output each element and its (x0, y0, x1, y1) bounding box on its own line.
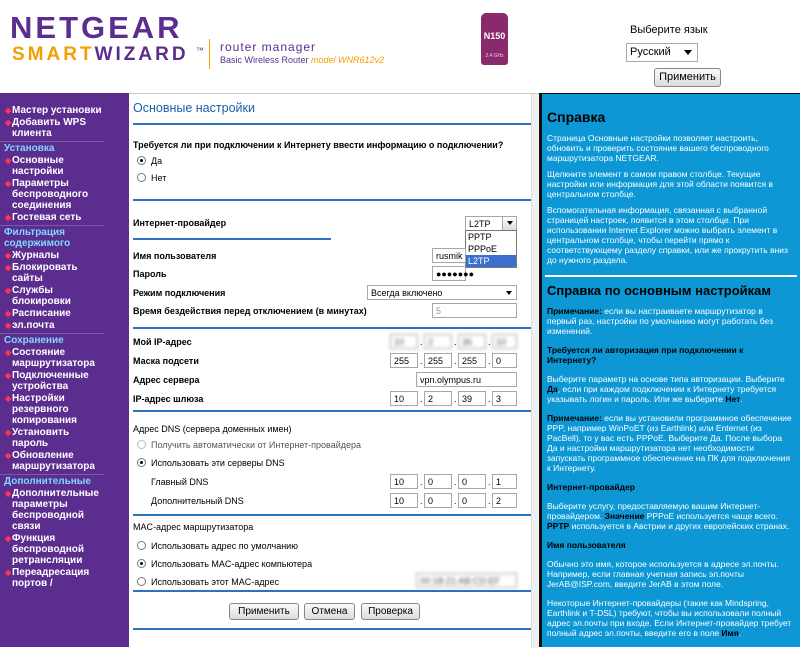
isp-select[interactable] (465, 216, 517, 231)
help-intro-1: Страница Основные настройки позволяет настроить, обновить и проверить состояние вашего беспроводного маршрутизатора NETGEAR. (547, 133, 769, 163)
help-question-auth[interactable]: Требуется ли авторизация при подключении к Интернету? (547, 345, 744, 365)
help-divider (545, 275, 797, 277)
gateway-octet-2[interactable]: 2 (424, 391, 452, 406)
help-note-2 (542, 413, 800, 473)
bullet-icon: ◆ (5, 321, 12, 330)
dns1-octet-3[interactable]: 0 (458, 474, 486, 489)
bullet-icon: ◆ (5, 348, 12, 357)
dns-dot: . (420, 496, 423, 506)
gateway-dot: . (454, 394, 457, 404)
mask-octet-4[interactable]: 0 (492, 353, 517, 368)
login-yes-radio[interactable] (137, 156, 146, 165)
help-keyword: Значение (604, 511, 645, 521)
dns-header: Адрес DNS (сервера доменных имен) (133, 424, 292, 434)
dns-dot: . (488, 496, 491, 506)
mask-dot: . (488, 356, 491, 366)
connection-mode-value: Всегда включено (371, 288, 443, 298)
connection-mode-label: Режим подключения (133, 288, 226, 298)
dns1-octet-2[interactable]: 0 (424, 474, 452, 489)
help-isp-text (542, 501, 800, 531)
help-text: Некоторые Интернет-провайдеры (такие как Mindspring, Earthlink и T-DSL) требуют, чтобы вы использовали полный адрес эл.почты при входе. Если Интернет-провайдер требует полный адрес эл.почты, введите его в поле (547, 598, 792, 638)
nav-item[interactable] (0, 450, 104, 472)
mac-custom-label: Использовать этот MAC-адрес (151, 577, 280, 587)
dns-manual-label: Использовать эти серверы DNS (151, 458, 285, 468)
nav-item[interactable] (0, 488, 104, 532)
nav-item-label: Гостевая сеть (12, 212, 82, 223)
help-keyword: PPTP (547, 521, 570, 531)
help-title: Справка (547, 109, 606, 125)
dns2-octet-4[interactable]: 2 (492, 493, 517, 508)
isp-label: Интернет-провайдер (133, 218, 227, 228)
nav-item-label: эл.почта (12, 320, 55, 331)
help-text: . (738, 628, 742, 638)
dns-dot: . (488, 477, 491, 487)
username-label: Имя пользователя (133, 251, 217, 261)
title-divider (133, 123, 531, 125)
bullet-icon: ◆ (5, 309, 12, 318)
nav-item-label: Дополнительные параметры беспроводной связи (12, 488, 99, 532)
help-note-1 (542, 306, 800, 336)
connection-mode-select[interactable] (367, 285, 517, 300)
chevron-down-icon (506, 291, 512, 295)
logo-wizard-text: WIZARD (94, 44, 189, 65)
bullet-icon: ◆ (5, 371, 12, 380)
nav-item[interactable] (0, 533, 104, 566)
section-divider (133, 199, 531, 201)
nav-item[interactable] (0, 393, 104, 426)
isp-option-pptp[interactable]: PPTP (468, 232, 492, 242)
bullet-icon: ◆ (5, 428, 12, 437)
mac-address-input[interactable]: 00:1B:21:AB:CD:EF (416, 573, 517, 588)
nav-item[interactable] (0, 250, 104, 261)
dns-manual-radio[interactable] (137, 458, 146, 467)
mask-dot: . (420, 356, 423, 366)
logo-divider (209, 39, 210, 69)
bullet-icon: ◆ (5, 394, 12, 403)
nav-item-label: Обновление маршрутизатора (12, 450, 95, 472)
router-type: Basic Wireless Router (220, 55, 309, 65)
nav-item-label: Установить пароль (12, 427, 70, 449)
ip-octet-4[interactable]: 10 (492, 334, 517, 349)
trademark-mark: ™ (196, 46, 204, 55)
ip-dot: . (454, 337, 457, 347)
language-select[interactable] (626, 43, 698, 62)
nav-item[interactable] (0, 105, 104, 116)
server-address-label: Адрес сервера (133, 375, 200, 385)
dns1-octet-1[interactable]: 10 (390, 474, 418, 489)
badge-band: 2.4 GHz (485, 53, 504, 59)
bullet-icon: ◆ (5, 179, 12, 188)
bullet-icon: ◆ (5, 286, 12, 295)
chevron-down-icon (684, 50, 692, 55)
section-divider (133, 590, 531, 592)
help-username-text: Обычно это имя, которое используется в адресе эл.почты. Например, если главная учетная запись эл.почты JerAB@ISP.com, введите JerAB в этом поле. (547, 559, 779, 589)
help-question-isp[interactable]: Интернет-провайдер (547, 482, 635, 492)
isp-option-pppoe[interactable]: PPPoE (468, 244, 498, 254)
password-label: Пароль (133, 269, 167, 279)
help-intro-2: Щелкните элемент в самом правом столбце. Текущие настройки или информация для этой области появится в центральном столбце. (547, 169, 774, 199)
badge-speed: N150 (483, 31, 506, 41)
note-text: если вы настраиваете маршрутизатор в первый раз, настройки по умолчанию могут работать без изменений. (547, 306, 773, 336)
nav-item-label: Функция беспроводной ретрансляции (12, 533, 85, 566)
section-divider (133, 628, 531, 630)
nav-section-header: Сохранение (0, 333, 104, 346)
nav-item-label: Параметры беспроводного соединения (12, 178, 89, 211)
nav-item[interactable] (0, 262, 104, 284)
nav-item-label: Журналы (12, 250, 60, 261)
router-subtitle (220, 55, 384, 65)
dns2-octet-1[interactable]: 10 (390, 493, 418, 508)
isp-select-value: L2TP (469, 219, 491, 229)
note-label: Примечание: (547, 306, 602, 316)
ip-octet-2[interactable]: 2 (424, 334, 452, 349)
help-keyword: Нет (725, 394, 741, 404)
help-text: PPPoE используется чаще всего. (644, 511, 779, 521)
subnet-mask-label: Маска подсети (133, 356, 199, 366)
bullet-icon: ◆ (5, 568, 12, 577)
nav-item[interactable] (0, 117, 104, 139)
bullet-icon: ◆ (5, 106, 12, 115)
nav-section-header: Установка (0, 141, 104, 154)
nav-item-label: Мастер установки (12, 105, 102, 116)
section-divider (133, 238, 331, 240)
dns-dot: . (454, 477, 457, 487)
isp-option-l2tp[interactable]: L2TP (466, 255, 516, 267)
nav-item-label: Основные настройки (12, 155, 64, 177)
bullet-icon: ◆ (5, 489, 12, 498)
help-username-text-2 (542, 598, 800, 638)
bullet-icon: ◆ (5, 213, 12, 222)
username-input[interactable]: rusmik (432, 248, 466, 263)
login-no-radio[interactable] (137, 173, 146, 182)
nav-item[interactable] (0, 178, 104, 211)
dns-dot: . (454, 496, 457, 506)
page-title: Основные настройки (133, 101, 255, 115)
router-model: model WNR612v2 (311, 55, 385, 65)
help-text: Выберите параметр на основе типа авторизации. Выберите (547, 374, 785, 384)
ip-octet-1[interactable]: 10 (390, 334, 418, 349)
nav-item-label: Блокировать сайты (12, 262, 78, 284)
mac-computer-label: Использовать MAC-адрес компьютера (151, 559, 313, 569)
help-question-username[interactable]: Имя пользователя (547, 540, 626, 550)
dns-primary-label: Главный DNS (151, 477, 209, 487)
login-yes-label: Да (151, 156, 163, 166)
nav-item-label: Переадресация портов / (12, 567, 90, 589)
help-keyword: Имя (721, 628, 739, 638)
help-title-2: Справка по основным настройкам (547, 283, 772, 298)
nav-item[interactable] (0, 347, 104, 369)
isp-dropdown-list (465, 230, 517, 268)
language-apply-button[interactable]: Применить (654, 68, 721, 87)
ip-dot: . (488, 337, 491, 347)
router-manager-title: router manager (220, 40, 317, 54)
mac-header: MAC-адрес маршрутизатора (133, 522, 254, 532)
nav-item-label: Настройки резервного копирования (12, 393, 77, 426)
mac-default-radio[interactable] (137, 541, 146, 550)
bullet-icon: ◆ (5, 118, 12, 127)
bullet-icon: ◆ (5, 451, 12, 460)
dns2-octet-2[interactable]: 0 (424, 493, 452, 508)
nav-item[interactable] (0, 370, 104, 392)
bullet-icon: ◆ (5, 156, 12, 165)
nav-item[interactable] (0, 285, 104, 307)
help-auth-text (542, 374, 800, 404)
cancel-button[interactable]: Отмена (304, 603, 355, 620)
mac-custom-radio[interactable] (137, 577, 146, 586)
dns-auto-radio[interactable] (137, 440, 146, 449)
nav-item-label: Подключенные устройства (12, 370, 89, 392)
section-divider (133, 327, 531, 329)
ip-address-label: Мой IP-адрес (133, 337, 192, 347)
nav-section-header: Фильтрация содержимого (0, 225, 104, 249)
help-panel (539, 93, 800, 647)
nav-item[interactable] (0, 212, 104, 223)
help-text: Выберите услугу, предоставляемую вашим Интернет-провайдером. (547, 501, 761, 521)
nav-item-label: Состояние маршрутизатора (12, 347, 95, 369)
gateway-dot: . (488, 394, 491, 404)
nav-item[interactable] (0, 427, 104, 449)
help-text: . (740, 394, 743, 404)
apply-button[interactable]: Применить (229, 603, 299, 620)
nav-item-label: Добавить WPS клиента (12, 117, 86, 139)
idle-timeout-label: Время бездействия перед отключением (в минутах) (133, 306, 367, 316)
gateway-octet-4[interactable]: 3 (492, 391, 517, 406)
dns-secondary-label: Дополнительный DNS (151, 496, 244, 506)
bullet-icon: ◆ (5, 263, 12, 272)
help-text: , если при каждом подключении к Интернету требуется указывать логин и пароль. Или же выберите (547, 384, 777, 404)
help-intro-3: Вспомогательная информация, связанная с выбранной страницей настроек, появится в этом столбце. При использовании Internet Explorer можно выбрать элемент в центральном столбце, чтобы перейти прямо к соответствующему разделу справки, или же прокрутить вниз до нужного раздела. (547, 205, 788, 265)
sidebar-menu (0, 101, 104, 590)
note-text: если вы установили программное обеспечение PPP, например WinPoET (из Earthlink) или Enternet (из PacBell), то у вас есть PPPoE. Выберите Да. После выбора Да и настройки маршрутизатора нет необходимости запускать программное обеспечение на ПК для подключения к Интернету. (547, 413, 792, 473)
nav-item-label: Расписание (12, 308, 71, 319)
nav-item[interactable] (0, 320, 104, 331)
note-label: Примечание: (547, 413, 602, 423)
nav-section-header: Дополнительные (0, 474, 104, 487)
mask-octet-2[interactable]: 255 (424, 353, 452, 368)
test-button[interactable]: Проверка (361, 603, 420, 620)
nav-item[interactable] (0, 308, 104, 319)
login-no-label: Нет (151, 173, 167, 183)
server-address-input[interactable]: vpn.olympus.ru (416, 372, 517, 387)
section-divider (133, 410, 531, 412)
idle-timeout-input[interactable]: 5 (432, 303, 517, 318)
dns-dot: . (420, 477, 423, 487)
language-value: Русский (630, 46, 671, 58)
dns1-octet-4[interactable]: 1 (492, 474, 517, 489)
gateway-label: IP-адрес шлюза (133, 394, 204, 404)
mask-dot: . (454, 356, 457, 366)
bullet-icon: ◆ (5, 251, 12, 260)
nav-item[interactable] (0, 155, 104, 177)
mask-octet-1[interactable]: 255 (390, 353, 418, 368)
chevron-down-icon (507, 221, 513, 225)
main-scrollbar[interactable] (531, 94, 539, 648)
language-label: Выберите язык (630, 24, 708, 36)
dns2-octet-3[interactable]: 0 (458, 493, 486, 508)
gateway-octet-1[interactable]: 10 (390, 391, 418, 406)
header (0, 0, 800, 93)
gateway-dot: . (420, 394, 423, 404)
main-content (129, 93, 539, 647)
n150-badge-icon (481, 13, 508, 65)
mask-octet-3[interactable]: 255 (458, 353, 486, 368)
smartwizard-logo (12, 44, 189, 66)
help-keyword: Да (547, 384, 558, 394)
dns-auto-label: Получить автоматически от Интернет-провайдера (151, 440, 362, 450)
isp-dropdown-button[interactable] (502, 217, 516, 230)
login-question: Требуется ли при подключении к Интернету ввести информацию о подключении? (133, 140, 504, 150)
ip-octet-3[interactable]: 36 (458, 334, 486, 349)
netgear-logo: NETGEAR (10, 10, 183, 45)
mac-computer-radio[interactable] (137, 559, 146, 568)
help-text: используется в Австрии и других европейских странах. (569, 521, 790, 531)
section-divider (133, 514, 531, 516)
ip-dot: . (420, 337, 423, 347)
nav-item-label: Службы блокировки (12, 285, 71, 307)
nav-item[interactable] (0, 567, 104, 589)
sidebar-nav (0, 93, 129, 647)
bullet-icon: ◆ (5, 534, 12, 543)
gateway-octet-3[interactable]: 39 (458, 391, 486, 406)
logo-smart-text: SMART (12, 44, 95, 65)
mac-default-label: Использовать адрес по умолчанию (151, 541, 298, 551)
password-input[interactable]: ●●●●●●● (432, 266, 466, 281)
